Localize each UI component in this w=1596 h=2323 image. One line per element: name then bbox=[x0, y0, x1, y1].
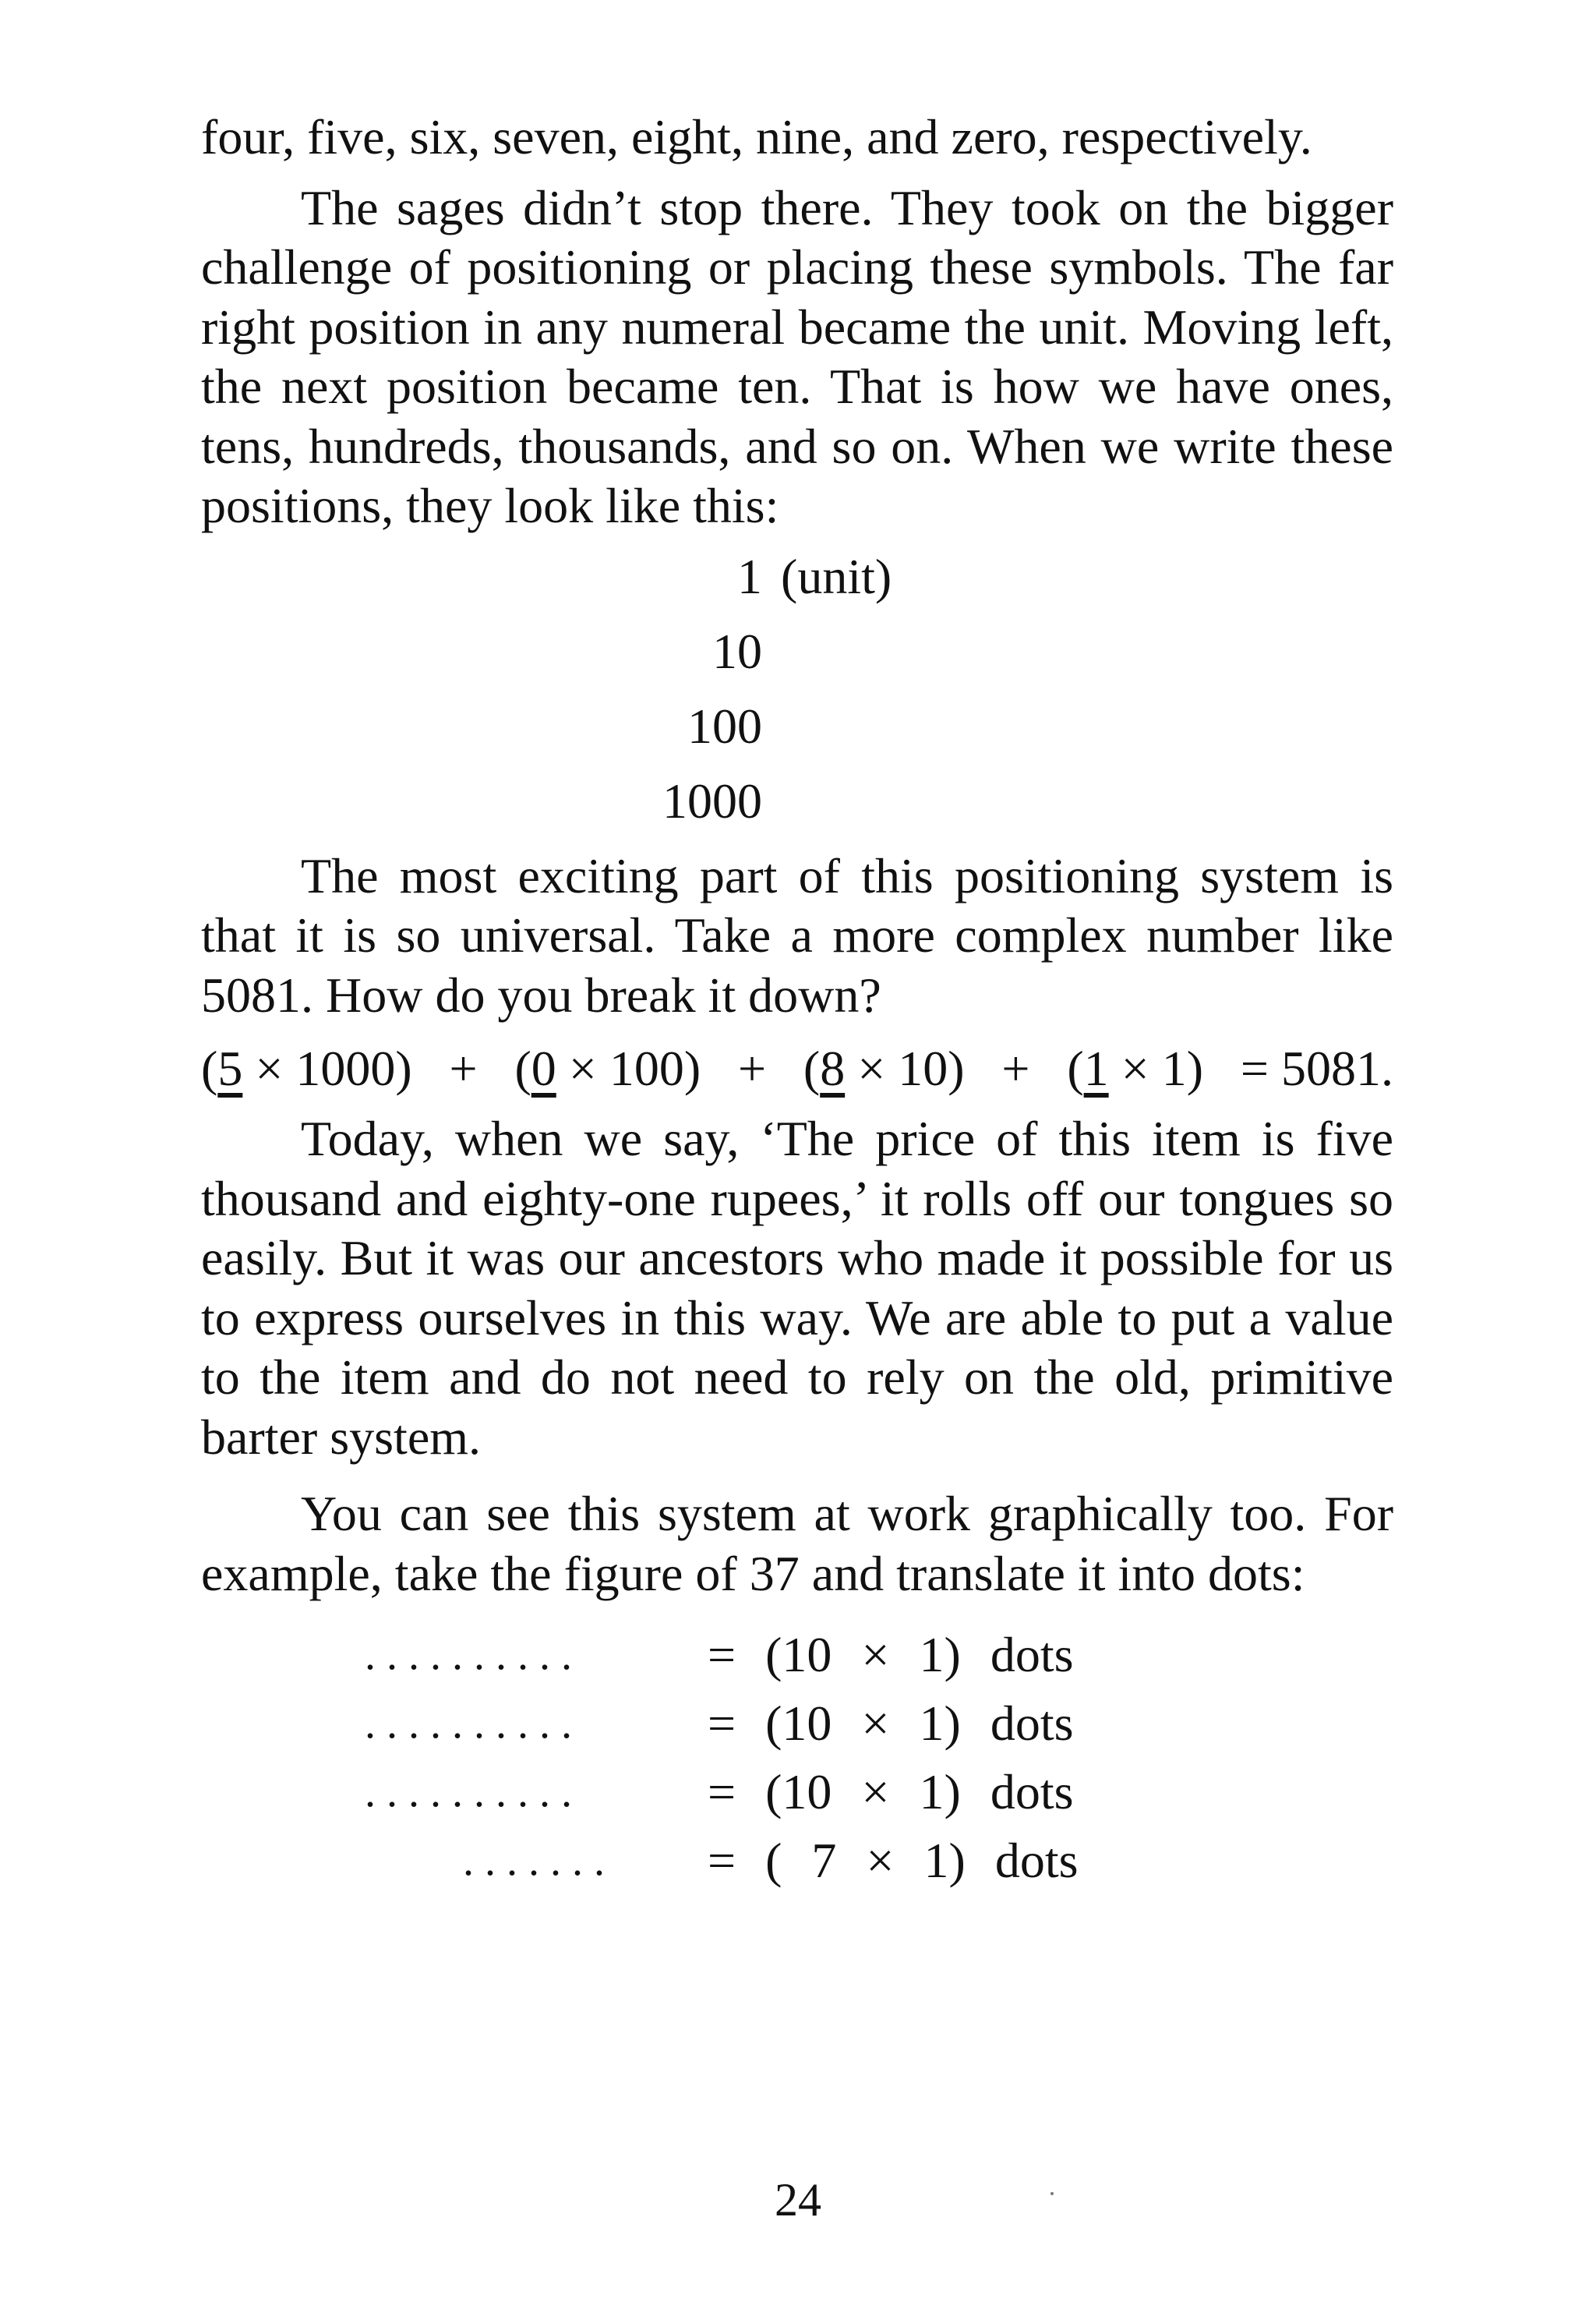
dot-expression: = (10 × 1) dots bbox=[708, 1627, 1074, 1682]
dot-expression: = (10 × 1) dots bbox=[708, 1695, 1074, 1751]
place-value-row bbox=[606, 764, 918, 839]
place-value: 10 bbox=[712, 623, 762, 679]
page-number: 24 bbox=[775, 2174, 821, 2226]
dot-row bbox=[201, 1758, 1393, 1826]
spacer bbox=[201, 168, 1393, 179]
paragraph-continuation: four, five, six, seven, eight, nine, and zero, respectively. bbox=[201, 109, 1312, 164]
breakdown-equation bbox=[201, 1038, 1393, 1100]
dot-marks: .......... bbox=[365, 1699, 583, 1748]
dot-row bbox=[201, 1826, 1393, 1895]
dot-expression: = (10 × 1) dots bbox=[708, 1764, 1074, 1819]
underlined-digit: 8 bbox=[820, 1041, 846, 1096]
dot-row bbox=[201, 1689, 1393, 1758]
place-value-row bbox=[606, 539, 918, 614]
equation-term: (1 × 1) bbox=[1067, 1041, 1204, 1096]
underlined-digit: 5 bbox=[217, 1041, 243, 1096]
equation-term: (8 × 10) bbox=[803, 1041, 965, 1096]
plus-sign: + bbox=[449, 1041, 478, 1096]
place-value: 1000 bbox=[662, 773, 762, 829]
plus-sign: + bbox=[737, 1041, 767, 1096]
spacer bbox=[201, 1467, 1393, 1484]
dot-diagram bbox=[201, 1621, 1393, 1895]
place-value-note: (unit) bbox=[781, 548, 892, 604]
underlined-digit: 1 bbox=[1083, 1041, 1109, 1096]
underlined-digit: 0 bbox=[531, 1041, 556, 1096]
place-value-list bbox=[201, 539, 1393, 839]
paragraph-graphically: You can see this system at work graphically too. For example, take the figure of 37 and translate it into dots: bbox=[201, 1486, 1393, 1601]
page-body bbox=[201, 108, 1393, 1895]
equation-term: (5 × 1000) bbox=[201, 1041, 412, 1096]
paragraph-sages: The sages didn’t stop there. They took on the bigger challenge of positioning or placing these symbols. The far right position in any numeral became the unit. Moving left, the next position became ten. That is how we have ones, tens, hundreds, thousands, and so on. When we write these positions, they look like this: bbox=[201, 179, 1393, 533]
place-value: 100 bbox=[687, 698, 762, 754]
place-value-row bbox=[606, 614, 918, 689]
dot-marks: .......... bbox=[365, 1768, 583, 1816]
place-value: 1 bbox=[737, 548, 762, 604]
paragraph-price: Today, when we say, ‘The price of this item is five thousand and eighty-one rupees,’ it rolls off our tongues so easily. But it was our ancestors who made it possible for us to express ourselves in this way. We are able to put a value to the item and do not need to rely on the old, primitive barter system. bbox=[201, 1111, 1393, 1465]
print-speck bbox=[1050, 2192, 1054, 2195]
dot-row bbox=[201, 1621, 1393, 1689]
paragraph-universal: The most exciting part of this positioning system is that it is so universal. Take a more complex number like 5081. How do you break it down? bbox=[201, 847, 1393, 1023]
plus-sign: + bbox=[1001, 1041, 1030, 1096]
equation-term: (0 × 100) bbox=[514, 1041, 701, 1096]
dot-marks: .......... bbox=[365, 1631, 583, 1679]
equation-result: = 5081. bbox=[1240, 1041, 1393, 1096]
dot-marks: ....... bbox=[463, 1837, 616, 1885]
dot-expression: = ( 7 × 1) dots bbox=[708, 1833, 1079, 1888]
place-value-row bbox=[606, 689, 918, 764]
